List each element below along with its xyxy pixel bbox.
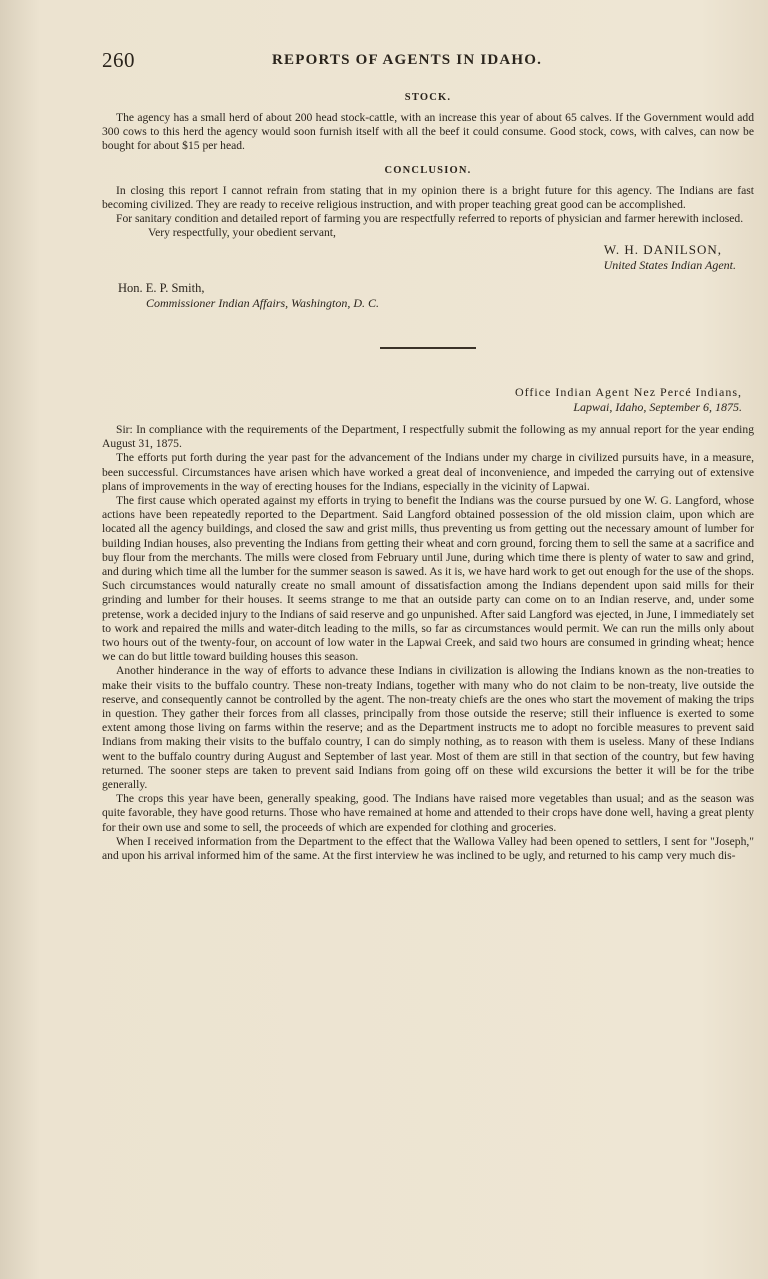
section-heading-conclusion: CONCLUSION. [384, 164, 472, 176]
addressee-name: Hon. E. P. Smith, [118, 281, 205, 296]
addressee-line: Commissioner Indian Affairs, Washington, D. C. [146, 296, 380, 311]
closing-salutation: Very respectfully, your obedient servant, [148, 226, 336, 240]
letter-paragraph: The efforts put forth during the year past for the advancement of the Indians under my charge in civilized pursuits have, in a measure, been successful. Circumstances have arisen which have worked a great deal of inconvenience, and impeded the carrying out of extensive plans of improvements in the way of erecting houses for the Indians, especially in the vicinity of Lapwai. [102, 451, 754, 493]
letter-paragraph: Sir: In compliance with the requirements of the Department, I respectfully submit the following as my annual report for the year ending August 31, 1875. [102, 422, 754, 451]
office-heading: Office Indian Agent Nez Percé Indians, [514, 384, 742, 399]
signature-title: United States Indian Agent. [603, 258, 736, 273]
conclusion-paragraph: In closing this report I cannot refrain from stating that in my opinion there is a bright future for this agency. The Indians are fast becoming civilized. They are ready to receive religious instruction, and with proper teaching great good can be accomplished. [102, 183, 754, 211]
page-body [102, 90, 754, 863]
section-heading-stock: STOCK. [404, 92, 452, 103]
page-number: 260 [102, 48, 135, 72]
dateline: Lapwai, Idaho, September 6, 1875. [573, 399, 742, 414]
letter-paragraph: When I received information from the Department to the effect that the Wallowa Valley had been opened to settlers, I sent for "Joseph," and upon his arrival informed him of the same. At the first interview he was inclined to be ugly, and returned to his camp very much dis- [102, 834, 754, 863]
page-header [102, 48, 752, 74]
signature-name: W. H. DANILSON, [603, 242, 722, 258]
letter-paragraph: Another hinderance in the way of efforts to advance these Indians in civilization is allowing the Indians known as the non-treaties to make their visits to the buffalo country. These non-treaty Indians, together with many who do not claim to be non-treaty, live outside the reserve, and consequently cannot be controlled by the agent. The non-treaty chiefs are the ones who start the movement of making the trips in question. They gather their forces from all classes, principally from those outside the reserve; still their influence is exerted to some extent among those living on farms within the reserve; and as the Department instructs me to adopt no forcible measures to prevent said Indians from making their visits to the buffalo country, I can do simply nothing, as to reason with them is useless. Many of these Indians went to the buffalo country during August and September of last year. Most of them are still in that section of the country, but few having returned. The sooner steps are taken to prevent said Indians from going off on these wild excursions the better it will be for the tribe generally. [102, 664, 754, 791]
letter-paragraph: The crops this year have been, generally speaking, good. The Indians have raised more vegetables than usual; and as the season was quite favorable, they have good returns. Those who have remained at home and attended to their crops have done well, having a great plenty for their own use and some to sell, the proceeds of which are expended for clothing and groceries. [102, 792, 754, 834]
letter-paragraph: The first cause which operated against my efforts in trying to benefit the Indians was the course pursued by one W. G. Langford, whose actions have been repeatedly reported to the Department. Said Langford obtained possession of the old mission claim, upon which are located all the agency buildings, and closed the saw and grist mills, thus preventing us from getting out the necessary amount of lumber for building Indian houses, also preventing the Indians from getting their wheat and corn ground, forcing them to sell the same at a sacrifice and buy flour from the merchants. The mills were closed from February until June, during which time there is plenty of water to saw and grind, and during which time all the lumber for the summer season is sawed. As it is, we have hard work to get out enough for the use of the shops. Such circumstances would naturally create no small amount of dissatisfaction among the Indians dependent upon said mills for their grinding and lumber for their houses. It seems strange to me that an outside party can come on to an Indian reserve, and, under some pretense, work a decided injury to the Indians of said reserve and go unpunished. After said Langford was ejected, in June, I immediately set to work and repaired the mills and water-ditch leading to the mills, so far as circumstances would permit. We can run the mills only about two hours out of the twenty-four, on account of low water in the Lapwai Creek, and said two hours are consumed in grinding wheat; hence we can do but little toward building houses this season. [102, 493, 754, 664]
running-head: REPORTS OF AGENTS IN IDAHO. [272, 52, 543, 68]
conclusion-paragraph: For sanitary condition and detailed report of farming you are respectfully referred to reports of physician and farmer herewith inclosed. [116, 212, 744, 226]
stock-paragraph: The agency has a small herd of about 200 head stock-cattle, with an increase this year of about 65 calves. If the Government would add 300 cows to this herd the agency would soon furnish itself with all the beef it could consume. Good stock, cows, with calves, can now be bought for about $15 per head. [102, 111, 754, 153]
section-divider [380, 347, 476, 349]
